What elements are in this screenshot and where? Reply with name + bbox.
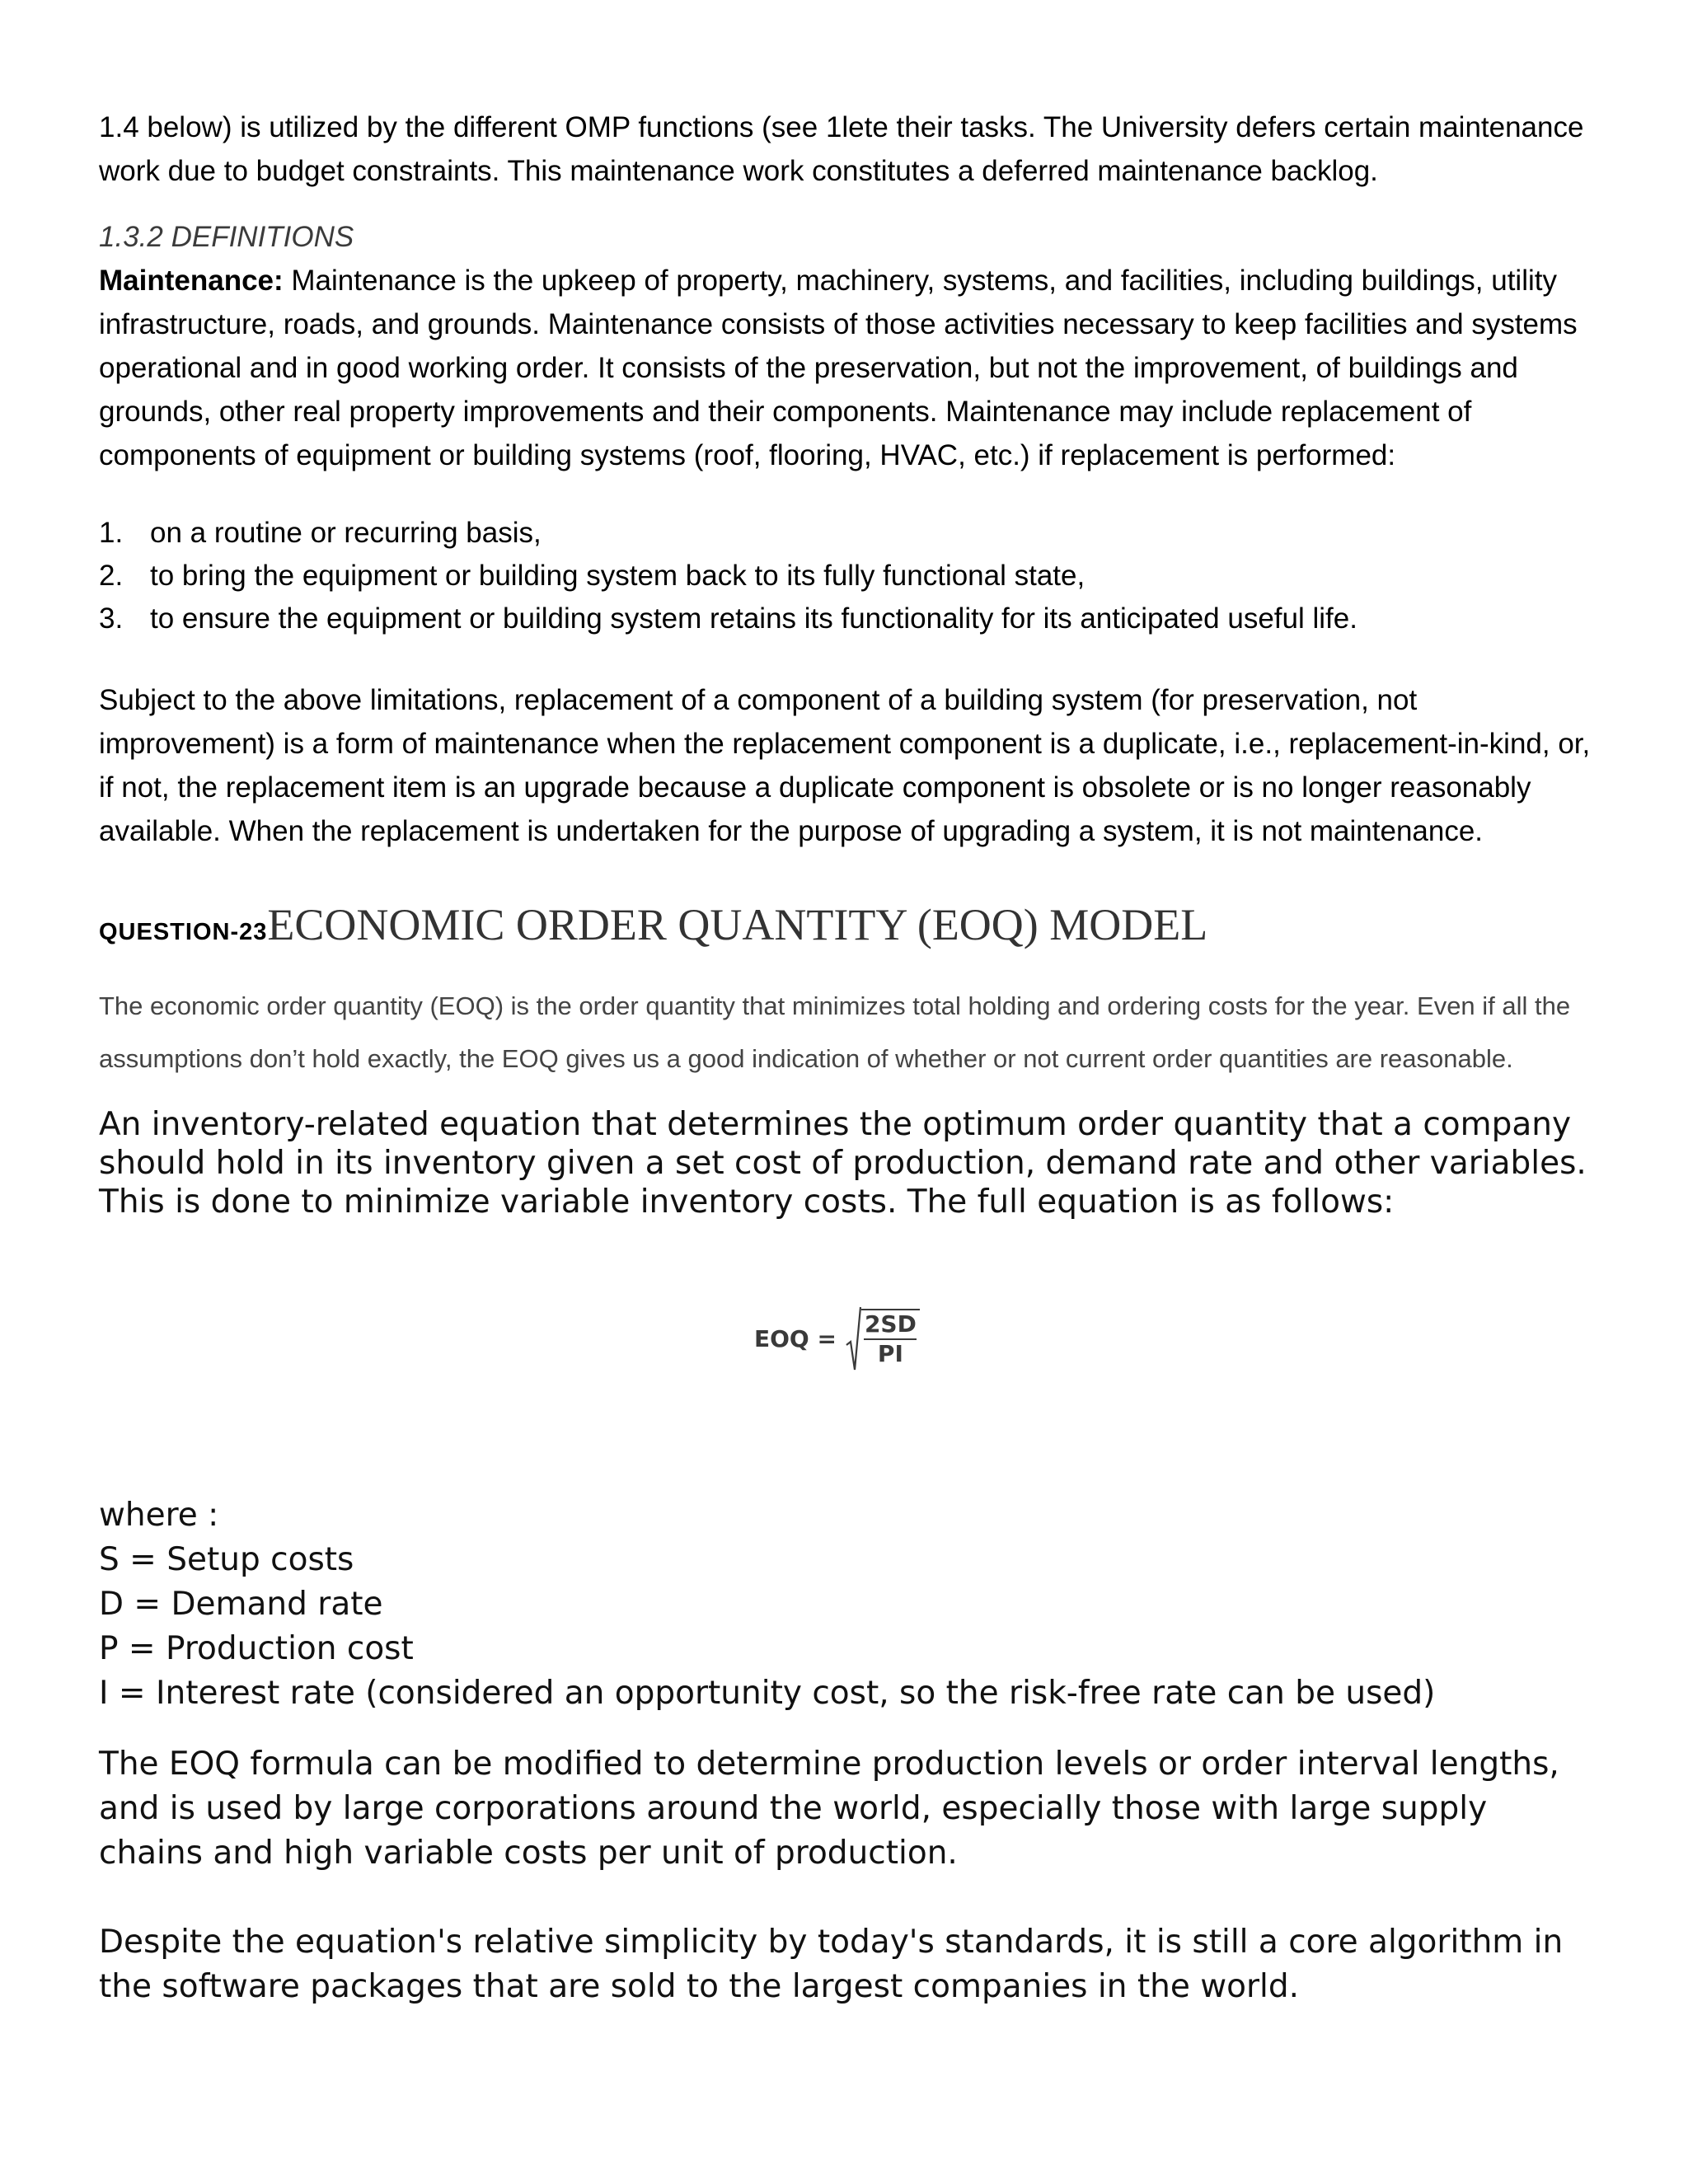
conditions-list	[99, 512, 1599, 640]
list-text: to bring the equipment or building system back to its fully functional state,	[150, 560, 1085, 592]
maintenance-term: Maintenance:	[99, 265, 284, 297]
list-item	[99, 598, 1599, 640]
formula-fraction	[861, 1309, 920, 1368]
list-number: 1.	[99, 517, 124, 549]
list-number: 3.	[99, 602, 124, 635]
list-text: to ensure the equipment or building system retains its functionality for its anticipated useful life.	[150, 602, 1357, 635]
question-label: QUESTION-23	[99, 919, 268, 945]
maintenance-definition	[99, 259, 1599, 477]
eoq-formula	[99, 1304, 1599, 1378]
formula-denominator: PI	[877, 1340, 903, 1367]
eoq-intro-paragraph: The economic order quantity (EOQ) is the order quantity that minimizes total holding and ordering costs for the year. Even if all the assumptions don’t hold exactly, the EOQ gives us a good indication of whether or not current order quantities are reasonable.	[99, 991, 1571, 1073]
definitions-heading: 1.3.2 DEFINITIONS	[99, 221, 354, 253]
variable-definitions	[99, 1493, 1599, 1716]
formula-numerator: 2SD	[861, 1309, 920, 1338]
square-root-icon	[845, 1304, 861, 1373]
list-text: on a routine or recurring basis,	[150, 517, 542, 549]
despite-paragraph: Despite the equation's relative simplicity by today's standards, it is still a core algorithm in the software packages that are sold to the largest companies in the world.	[99, 1924, 1564, 2005]
list-item	[99, 512, 1599, 555]
variable-item: I = Interest rate (considered an opportunity cost, so the risk-free rate can be used)	[99, 1675, 1436, 1712]
document-page	[99, 105, 1599, 2009]
intro-paragraph: 1.4 below) is utilized by the different OMP functions (see 1lete their tasks. The University defers certain maintenance work due to budget constraints. This maintenance work constitutes a deferred maintenance backlog.	[99, 111, 1584, 187]
variable-item: D = Demand rate	[99, 1586, 383, 1623]
list-number: 2.	[99, 560, 124, 592]
variable-item: P = Production cost	[99, 1630, 414, 1667]
subject-paragraph: Subject to the above limitations, replacement of a component of a building system (for preservation, not improvement) is a form of maintenance when the replacement component is a duplicate, i.e., replacement-in-kind, or, if not, the replacement item is an upgrade because a duplicate component is obsolete or is no longer reasonably available. When the replacement is undertaken for the purpose of upgrading a system, it is not maintenance.	[99, 684, 1591, 847]
variable-item: S = Setup costs	[99, 1541, 354, 1578]
list-item	[99, 555, 1599, 598]
formula-lhs: EOQ =	[754, 1324, 837, 1352]
inventory-paragraph: An inventory-related equation that determines the optimum order quantity that a company should hold in its inventory given a set cost of production, demand rate and other variables. This is done to minimize variable inventory costs. The full equation is as follows:	[99, 1106, 1587, 1221]
maintenance-body: Maintenance is the upkeep of property, machinery, systems, and facilities, including buildings, utility infrastructure, roads, and grounds. Maintenance consists of those activities necessary to keep facilities and systems operational and in good working order. It consists of the preservation, but not the improvement, of buildings and grounds, other real property improvements and their components. Maintenance may include replacement of components of equipment or building systems (roof, flooring, HVAC, etc.) if replacement is performed:	[99, 265, 1578, 471]
modified-paragraph: The EOQ formula can be modified to determine production levels or order interval lengths, and is used by large corporations around the world, especially those with large supply chains and high variable costs per unit of production.	[99, 1746, 1559, 1872]
where-label: where :	[99, 1497, 219, 1534]
question-heading	[99, 898, 1599, 963]
question-title: ECONOMIC ORDER QUANTITY (EOQ) MODEL	[267, 900, 1208, 949]
